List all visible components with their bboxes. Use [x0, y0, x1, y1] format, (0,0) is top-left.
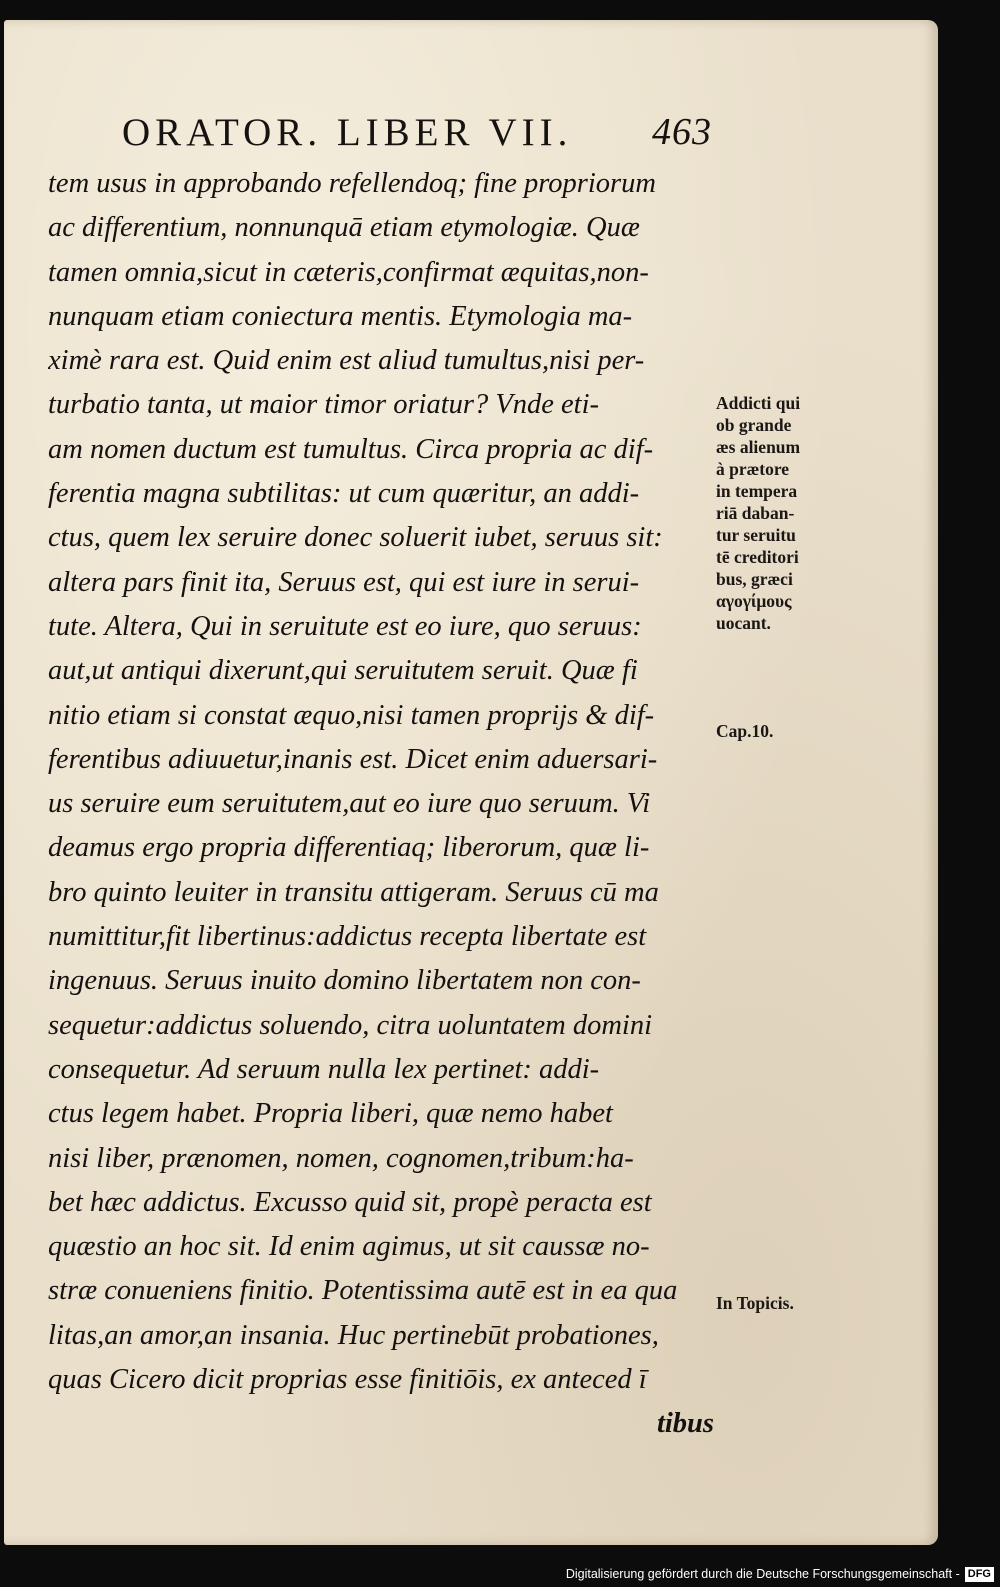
margin-note-line: bus, græci	[716, 569, 793, 589]
text-line: ferentibus adiuuetur,inanis est. Dicet enim aduersari-	[48, 743, 658, 775]
page-number: 463	[652, 111, 712, 153]
text-line: nitio etiam si constat æquo,nisi tamen proprijs & dif-	[48, 699, 655, 731]
text-line: altera pars finit ita, Seruus est, qui est iure in serui-	[48, 566, 640, 598]
margin-note-line: æs alienum	[716, 437, 801, 457]
text-line: ximè rara est. Quid enim est aliud tumultus,nisi per-	[48, 345, 645, 377]
margin-note-line: in tempera	[716, 481, 798, 501]
text-line: sequetur:addictus soluendo, citra uoluntatem domini	[48, 1009, 652, 1041]
chapter-label: Cap.10.	[716, 721, 774, 741]
text-line: tem usus in approbando refellendoq; fine propriorum	[48, 168, 656, 199]
text-line: ferentia magna subtilitas: ut cum quæritur, an addi-	[48, 478, 640, 510]
text-line: numittitur,fit libertinus:addictus recepta libertate est	[48, 921, 647, 953]
margin-note-line: αγογίμους	[716, 591, 792, 611]
text-line: quæstio an hoc sit. Id enim agimus, ut sit caussæ no-	[48, 1231, 650, 1263]
text-line: bro quinto leuiter in transitu attigeram. Seruus cū ma	[48, 876, 659, 908]
margin-note-line: tur seruitu	[716, 525, 796, 545]
text-line: aut,ut antiqui dixerunt,qui seruitutem seruit. Quæ fi	[48, 655, 638, 687]
running-header	[122, 110, 712, 158]
text-line: bet hæc addictus. Excusso quid sit, propè peracta est	[48, 1186, 652, 1218]
running-title: ORATOR. LIBER VII.	[122, 111, 573, 154]
margin-note-topicis	[716, 1292, 846, 1314]
text-line: deamus ergo propria differentiaq; liberorum, quæ li-	[48, 832, 650, 864]
margin-note-line: ob grande	[716, 415, 792, 435]
text-line: tamen omnia,sicut in cæteris,confirmat æquitas,non-	[48, 256, 649, 288]
text-line: nisi liber, prænomen, nomen, cognomen,tribum:ha-	[48, 1142, 634, 1174]
dfg-logo-icon: DFG	[965, 1567, 994, 1582]
margin-note-line: uocant.	[716, 613, 771, 633]
text-line: litas,an amor,an insania. Huc pertinebūt probationes,	[48, 1319, 659, 1351]
text-line: ctus, quem lex seruire donec soluerit iubet, seruus sit:	[48, 522, 663, 554]
text-line: ingenuus. Seruus inuito domino libertatem non con-	[48, 965, 641, 997]
text-line: ac differentium, nonnunquā etiam etymologiæ. Quæ	[48, 212, 640, 244]
margin-note-line: Addicti qui	[716, 393, 801, 413]
text-line: quas Cicero dicit proprias esse finitiōis, ex anteced ī	[48, 1364, 647, 1396]
margin-note-chapter	[716, 720, 846, 742]
margin-note-addicti	[716, 392, 846, 634]
text-line: ctus legem habet. Propria liberi, quæ nemo habet	[48, 1098, 613, 1130]
digitization-credit	[566, 1564, 994, 1584]
margin-note-line: tē creditori	[716, 547, 799, 567]
main-text-block	[48, 162, 718, 1447]
text-line: nunquam etiam coniectura mentis. Etymologia ma-	[48, 300, 633, 332]
text-line: us seruire eum seruitutem,aut eo iure quo seruum. Vi	[48, 788, 651, 820]
reference-label: In Topicis.	[716, 1293, 794, 1313]
text-line: am nomen ductum est tumultus. Circa propria ac dif-	[48, 433, 654, 465]
book-page	[4, 20, 938, 1545]
margin-note-line: riā daban-	[716, 503, 795, 523]
text-line: stræ conueniens finitio. Potentissima autē est in ea qua	[48, 1275, 678, 1307]
margin-note-line: à prætore	[716, 459, 790, 479]
text-line: consequetur. Ad seruum nulla lex pertinet: addi-	[48, 1053, 600, 1085]
text-line: turbatio tanta, ut maior timor oriatur? Vnde eti-	[48, 389, 600, 421]
catchword: tibus	[656, 1408, 714, 1440]
text-line: tute. Altera, Qui in seruitute est eo iure, quo seruus:	[48, 610, 642, 642]
credit-text: Digitalisierung gefördert durch die Deutsche Forschungsgemeinschaft -	[565, 1567, 960, 1581]
